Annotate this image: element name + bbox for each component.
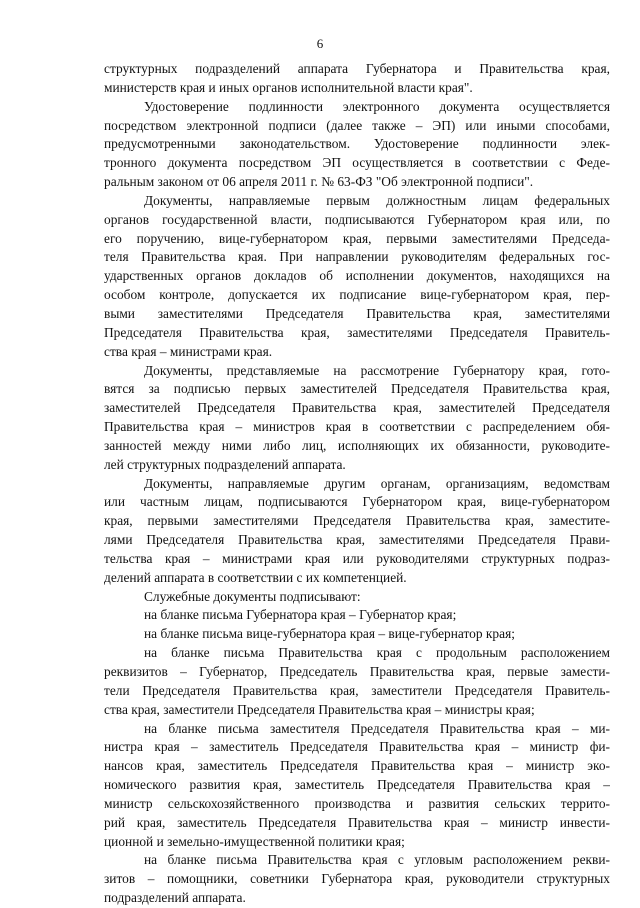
text-line: предусмотренными законодательством. Удостоверение подлинности элек-	[104, 136, 610, 152]
text-line: тели Председателя Правительства края, заместители Председателя Правитель-	[104, 682, 610, 698]
text-line: рий края, заместитель Председателя Правительства края – министр инвести-	[104, 814, 610, 830]
text-line: органов государственной власти, подписываются Губернатором края или, по	[104, 211, 610, 227]
text-line: Председателя Правительства края, заместителями Председателя Правитель-	[104, 324, 610, 340]
text-line: Документы, направляемые первым должностным лицам федеральных	[144, 192, 610, 208]
paragraph	[104, 192, 610, 362]
text-line: реквизитов – Губернатор, Председатель Правительства края, первые замести-	[104, 664, 610, 679]
text-line: теля Правительства края. При направлении руководителям федеральных гос-	[104, 249, 610, 265]
text-line: его поручению, вице-губернатором края, первыми заместителями Председа-	[104, 230, 610, 246]
text-line: Служебные документы подписывают:	[144, 588, 361, 604]
page-number: 6	[316, 36, 324, 51]
text-line: или частным лицам, подписываются Губернатором края, вице-губернатором	[104, 494, 610, 510]
text-line: лями Председателя Правительства края, заместителями Председателя Прави-	[104, 532, 610, 548]
text-line: Правительства края – министров края в соответствии с распределением обя-	[104, 419, 610, 435]
paragraph	[104, 644, 610, 719]
paragraph	[104, 720, 610, 852]
text-line: делений аппарата в соответствии с их компетенцией.	[104, 569, 407, 585]
text-line: тельства края – министрами края или руководителями структурных подраз-	[104, 550, 610, 566]
text-line: тронного документа посредством ЭП осуществляется в соответствии с Феде-	[104, 155, 610, 171]
paragraph	[104, 362, 610, 475]
text-line: Удостоверение подлинности электронного документа осуществляется	[144, 98, 610, 114]
paragraph	[104, 625, 610, 644]
text-line: министерств края и иных органов исполнительной власти края".	[104, 79, 473, 95]
text-line: лей структурных подразделений аппарата.	[104, 456, 346, 472]
text-line: занностей между ними либо лиц, исполняющих их обязанности, руководите-	[104, 437, 610, 453]
paragraph	[104, 851, 610, 908]
text-line: нистра края – заместитель Председателя Правительства края – министр фи-	[104, 739, 610, 755]
text-line: на бланке письма Правительства края с угловым расположением рекви-	[144, 852, 610, 868]
text-line: номического развития края, заместитель Председателя Правительства края –	[104, 777, 610, 793]
text-line: на бланке письма вице-губернатора края – вице-губернатор края;	[144, 626, 515, 642]
paragraph	[104, 98, 610, 192]
text-line: структурных подразделений аппарата Губернатора и Правительства края,	[104, 61, 610, 76]
text-line: министр сельскохозяйственного производства и развития сельских террито-	[104, 795, 610, 811]
text-line: заместителей Председателя Правительства края, заместителей Председателя	[104, 400, 610, 416]
paragraph	[104, 588, 610, 607]
text-line: ства края – министрами края.	[104, 343, 273, 359]
text-line: подразделений аппарата.	[104, 890, 246, 906]
text-line: края, первыми заместителями Председателя Правительства края, заместите-	[104, 513, 610, 529]
paragraph	[104, 60, 610, 98]
text-line: посредством электронной подписи (далее также – ЭП) или иными способами,	[104, 117, 610, 133]
text-line: ральным законом от 06 апреля 2011 г. № 63-ФЗ "Об электронной подписи".	[104, 174, 534, 190]
text-line: Документы, направляемые другим органам, организациям, ведомствам	[144, 475, 610, 491]
text-line: на бланке письма Губернатора края – Губернатор края;	[144, 607, 457, 623]
text-line: вятся за подписью первых заместителей Председателя Правительства края,	[104, 381, 610, 397]
paragraph	[104, 475, 610, 588]
text-line: выми заместителями Председателя Правительства края, заместителями	[104, 305, 610, 321]
text-line: ударственных органов докладов об исполнении документов, находящихся на	[104, 268, 610, 284]
text-line: на бланке письма заместителя Председателя Правительства края – ми-	[144, 720, 610, 736]
text-line: нансов края, заместитель Председателя Правительства края – министр эко-	[104, 758, 610, 774]
text-line: особом контроле, допускается их подписание вице-губернатором края, пер-	[104, 287, 610, 303]
document-body	[104, 60, 610, 908]
text-line: ционной и земельно-имущественной политики края;	[104, 833, 405, 849]
text-line: ства края, заместители Председателя Правительства края – министры края;	[104, 701, 535, 717]
text-line: зитов – помощники, советники Губернатора края, руководители структурных	[104, 871, 610, 887]
paragraph	[104, 606, 610, 625]
text-line: Документы, представляемые на рассмотрение Губернатору края, гото-	[144, 362, 610, 378]
text-line: на бланке письма Правительства края с продольным расположением	[144, 645, 610, 661]
